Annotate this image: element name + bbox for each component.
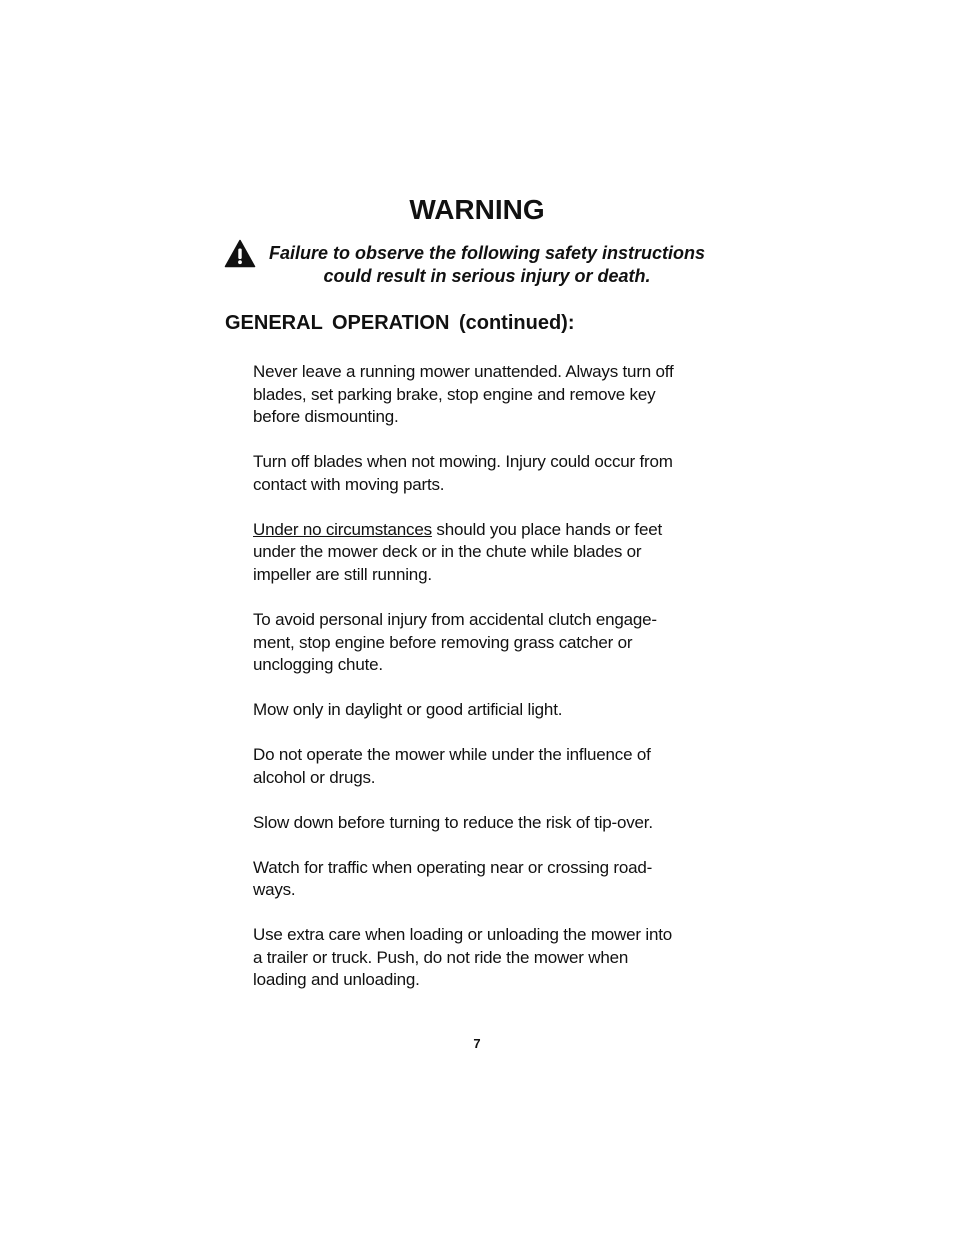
text-line: impeller are still running. xyxy=(253,564,432,584)
underlined-emphasis: Under no circumstances xyxy=(253,519,432,539)
instruction-paragraph xyxy=(253,451,723,496)
section-heading: GENERAL OPERATION (continued): xyxy=(225,312,575,334)
instruction-paragraph xyxy=(253,519,723,587)
text-line: ways. xyxy=(253,880,296,900)
page-number: 7 xyxy=(473,1036,481,1051)
warning-triangle-icon xyxy=(224,239,256,268)
text-line: before dismounting. xyxy=(253,407,399,427)
instruction-paragraph xyxy=(253,744,723,789)
text-line: Watch for traffic when operating near or crossing road- xyxy=(253,857,653,877)
text-line: Mow only in daylight or good artificial light. xyxy=(253,700,563,720)
instruction-paragraph xyxy=(253,609,723,677)
text-line xyxy=(253,519,723,542)
text-line: alcohol or drugs. xyxy=(253,767,376,787)
text-line: under the mower deck or in the chute while blades or xyxy=(253,542,642,562)
text-line: Slow down before turning to reduce the risk of tip-over. xyxy=(253,812,653,832)
text-line: unclogging chute. xyxy=(253,655,383,675)
page-title: WARNING xyxy=(409,194,545,225)
instruction-paragraph xyxy=(253,699,723,722)
instruction-paragraph xyxy=(253,924,723,992)
warning-notice-line: could result in serious injury or death. xyxy=(323,266,651,286)
warning-notice xyxy=(258,242,716,288)
text-line: contact with moving parts. xyxy=(253,474,445,494)
text-line: Use extra care when loading or unloading the mower into xyxy=(253,925,672,945)
safety-instructions xyxy=(253,361,723,1014)
text-line: Turn off blades when not mowing. Injury could occur from xyxy=(253,452,673,472)
instruction-paragraph xyxy=(253,812,723,835)
instruction-paragraph xyxy=(253,361,723,429)
text-line: blades, set parking brake, stop engine and remove key xyxy=(253,384,656,404)
text-line: Do not operate the mower while under the influence of xyxy=(253,745,651,765)
text-line: loading and unloading. xyxy=(253,970,420,990)
instruction-paragraph xyxy=(253,857,723,902)
text-line: Never leave a running mower unattended. Always turn off xyxy=(253,362,674,381)
text-line: a trailer or truck. Push, do not ride the mower when xyxy=(253,947,629,967)
text-fragment: should you place hands or feet xyxy=(431,519,662,539)
text-line: ment, stop engine before removing grass catcher or xyxy=(253,632,633,652)
text-line: To avoid personal injury from accidental clutch engage- xyxy=(253,609,657,629)
warning-notice-line: Failure to observe the following safety instructions xyxy=(268,243,706,263)
